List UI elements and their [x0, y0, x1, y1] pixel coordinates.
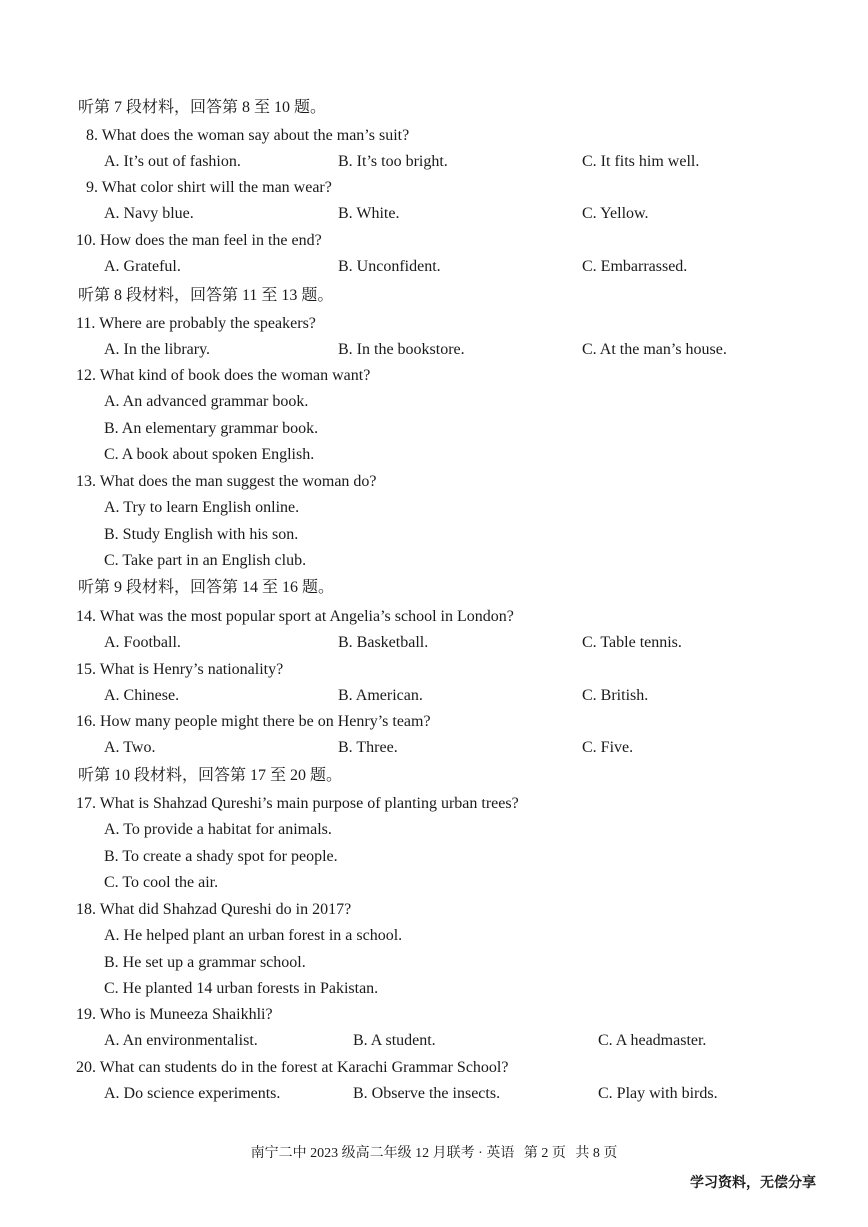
section-heading: 听第 10 段材料，回答第 17 至 20 题。: [78, 767, 343, 784]
answer-option: B. An elementary grammar book.: [104, 419, 319, 437]
answer-option: A. Two.: [104, 739, 156, 757]
answer-option: B. A student.: [353, 1032, 436, 1050]
question-stem: 11. Where are probably the speakers?: [76, 315, 316, 332]
answer-option: B. In the bookstore.: [338, 341, 465, 359]
question-stem: 18. What did Shahzad Qureshi do in 2017?: [76, 901, 352, 918]
question-stem: 20. What can students do in the forest at Karachi Grammar School?: [76, 1059, 509, 1076]
footer-title: 南宁二中 2023 级高二年级 12 月联考 · 英语: [250, 1146, 515, 1161]
answer-option: A. To provide a habitat for animals.: [104, 821, 332, 839]
footer-total-pages: 共 8 页: [575, 1146, 618, 1161]
answer-option: C. Embarrassed.: [582, 258, 688, 276]
answer-option: C. To cool the air.: [104, 874, 219, 892]
answer-option: C. Play with birds.: [598, 1085, 718, 1103]
question-stem: 9. What color shirt will the man wear?: [86, 179, 332, 196]
question-stem: 13. What does the man suggest the woman do?: [76, 473, 377, 490]
section-heading: 听第 8 段材料，回答第 11 至 13 题。: [78, 287, 334, 304]
answer-option: B. Study English with his son.: [104, 525, 299, 543]
answer-option: A. Try to learn English online.: [104, 499, 300, 517]
question-stem: 12. What kind of book does the woman want?: [76, 367, 371, 384]
answer-option: A. Chinese.: [104, 687, 180, 705]
question-stem: 19. Who is Muneeza Shaikhli?: [76, 1006, 273, 1023]
answer-option: A. Grateful.: [104, 258, 181, 276]
answer-option: A. An advanced grammar book.: [104, 393, 309, 411]
answer-option: C. He planted 14 urban forests in Pakistan.: [104, 980, 379, 998]
answer-option: B. American.: [338, 687, 423, 705]
question-stem: 14. What was the most popular sport at Angelia’s school in London?: [76, 608, 514, 625]
answer-option: B. Observe the insects.: [353, 1085, 501, 1103]
question-stem: 15. What is Henry’s nationality?: [76, 661, 284, 678]
answer-option: B. It’s too bright.: [338, 153, 448, 171]
answer-option: B. Unconfident.: [338, 258, 441, 276]
answer-option: A. In the library.: [104, 341, 211, 359]
section-heading: 听第 9 段材料，回答第 14 至 16 题。: [78, 579, 335, 596]
answer-option: C. British.: [582, 687, 649, 705]
page-footer: [0, 1145, 868, 1163]
answer-option: C. Table tennis.: [582, 634, 682, 652]
answer-option: B. Three.: [338, 739, 398, 757]
answer-option: A. Do science experiments.: [104, 1085, 281, 1103]
answer-option: C. A book about spoken English.: [104, 446, 315, 464]
answer-option: B. Basketball.: [338, 634, 429, 652]
answer-option: C. At the man’s house.: [582, 341, 727, 359]
answer-option: A. Football.: [104, 634, 181, 652]
answer-option: C. Five.: [582, 739, 634, 757]
answer-option: C. Take part in an English club.: [104, 552, 307, 570]
section-heading: 听第 7 段材料，回答第 8 至 10 题。: [78, 99, 327, 116]
answer-option: B. White.: [338, 205, 400, 223]
answer-option: C. Yellow.: [582, 205, 649, 223]
answer-option: B. He set up a grammar school.: [104, 953, 306, 971]
answer-option: A. An environmentalist.: [104, 1032, 258, 1050]
answer-option: A. He helped plant an urban forest in a school.: [104, 927, 403, 945]
answer-option: A. It’s out of fashion.: [104, 153, 241, 171]
question-stem: 10. How does the man feel in the end?: [76, 232, 322, 249]
answer-option: A. Navy blue.: [104, 205, 194, 223]
question-stem: 8. What does the woman say about the man’s suit?: [86, 127, 410, 144]
watermark-text: 学习资料，无偿分享: [690, 1175, 816, 1191]
footer-page-number: 第 2 页: [523, 1146, 566, 1161]
question-stem: 16. How many people might there be on Henry’s team?: [76, 713, 431, 730]
answer-option: C. A headmaster.: [598, 1032, 707, 1050]
answer-option: B. To create a shady spot for people.: [104, 847, 338, 865]
question-stem: 17. What is Shahzad Qureshi’s main purpose of planting urban trees?: [76, 795, 519, 812]
answer-option: C. It fits him well.: [582, 153, 700, 171]
